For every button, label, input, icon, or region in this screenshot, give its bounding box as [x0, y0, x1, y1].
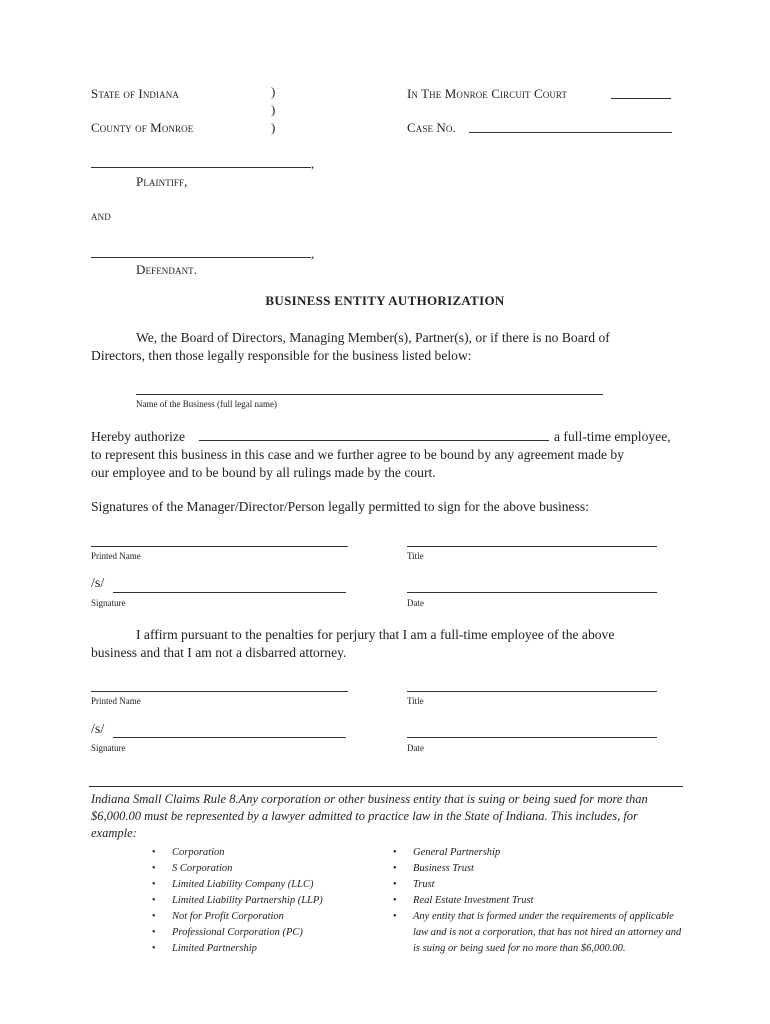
- signature-label-1: Signature: [91, 598, 126, 608]
- date-label-2: Date: [407, 743, 424, 753]
- affirm-line-1: I affirm pursuant to the penalties for perjury that I am a full-time employee of the above: [136, 627, 615, 642]
- list-item: • Business Trust: [393, 863, 474, 874]
- list-item: • S Corporation: [152, 863, 233, 874]
- title-line-2[interactable]: [407, 691, 657, 692]
- list-item: • Limited Partnership: [152, 943, 257, 954]
- rule-text-line-2: $6,000.00 must be represented by a lawyer admitted to practice law in the State of Indiana. This includes, for: [91, 809, 638, 823]
- authorize-line-3: our employee and to be bound by all rulings made by the court.: [91, 465, 436, 480]
- signature-line-2[interactable]: [113, 737, 346, 738]
- case-number-line[interactable]: [469, 132, 672, 133]
- business-name-line[interactable]: [136, 394, 603, 395]
- signature-prefix-1: /s/: [91, 576, 105, 591]
- list-item: • Professional Corporation (PC): [152, 927, 303, 938]
- date-line-1[interactable]: [407, 592, 657, 593]
- printed-name-line-2[interactable]: [91, 691, 348, 692]
- list-item: • Real Estate Investment Trust: [393, 895, 534, 906]
- list-item: • Trust: [393, 879, 435, 890]
- business-name-label: Name of the Business (full legal name): [136, 399, 277, 409]
- printed-name-label-2: Printed Name: [91, 696, 141, 706]
- employee-name-line[interactable]: [199, 440, 549, 441]
- state-label: State of Indiana: [91, 86, 179, 101]
- date-line-2[interactable]: [407, 737, 657, 738]
- affirm-line-2: business and that I am not a disbarred attorney.: [91, 645, 347, 660]
- defendant-label: Defendant.: [136, 262, 198, 277]
- signature-prefix-2: /s/: [91, 722, 105, 737]
- caption-paren-3: ): [271, 120, 276, 135]
- rule-text-line-1: Indiana Small Claims Rule 8.Any corporation or other business entity that is suing or being sued for more than: [91, 792, 648, 806]
- signature-label-2: Signature: [91, 743, 126, 753]
- plaintiff-comma: ,: [311, 156, 315, 171]
- title-label-1: Title: [407, 551, 424, 561]
- signature-line-1[interactable]: [113, 592, 346, 593]
- list-item: • Not for Profit Corporation: [152, 911, 284, 922]
- defendant-name-line[interactable]: [91, 257, 311, 258]
- list-item: • Limited Liability Company (LLC): [152, 879, 314, 890]
- date-label-1: Date: [407, 598, 424, 608]
- printed-name-line-1[interactable]: [91, 546, 348, 547]
- title-label-2: Title: [407, 696, 424, 706]
- and-label: and: [91, 208, 111, 223]
- authorize-line-2: to represent this business in this case and we further agree to be bound by any agreement made by: [91, 447, 625, 462]
- case-number-label: Case No.: [407, 120, 456, 135]
- signatures-heading: Signatures of the Manager/Director/Person legally permitted to sign for the above business:: [91, 499, 589, 514]
- intro-line-1: We, the Board of Directors, Managing Member(s), Partner(s), or if there is no Board of: [136, 330, 610, 345]
- caption-paren-1: ): [271, 84, 276, 99]
- plaintiff-label: Plaintiff,: [136, 174, 188, 189]
- intro-line-2: Directors, then those legally responsible for the business listed below:: [91, 348, 472, 363]
- list-item: • Corporation: [152, 847, 225, 858]
- entity-list-left: [148, 845, 388, 957]
- list-item: • Any entity that is formed under the requirements of applicable law and is not a corporation, that has not hired an attorney and is suing or being sued for no more than $6,000.00.: [393, 911, 682, 954]
- entity-list-right: [389, 845, 689, 957]
- authorize-suffix: a full-time employee,: [554, 429, 671, 444]
- list-item: • Limited Liability Partnership (LLP): [152, 895, 323, 906]
- county-label: County of Monroe: [91, 120, 194, 135]
- document-title: BUSINESS ENTITY AUTHORIZATION: [265, 293, 505, 308]
- list-item: • General Partnership: [393, 847, 501, 858]
- plaintiff-name-line[interactable]: [91, 167, 311, 168]
- authorize-prefix: Hereby authorize: [91, 429, 185, 444]
- caption-paren-2: ): [271, 102, 276, 117]
- defendant-comma: ,: [311, 246, 315, 261]
- rule-text-line-3: example:: [91, 826, 137, 840]
- printed-name-label-1: Printed Name: [91, 551, 141, 561]
- section-divider: [89, 786, 683, 787]
- title-line-1[interactable]: [407, 546, 657, 547]
- court-label: In The Monroe Circuit Court: [407, 86, 568, 101]
- court-blank-line[interactable]: [611, 98, 671, 99]
